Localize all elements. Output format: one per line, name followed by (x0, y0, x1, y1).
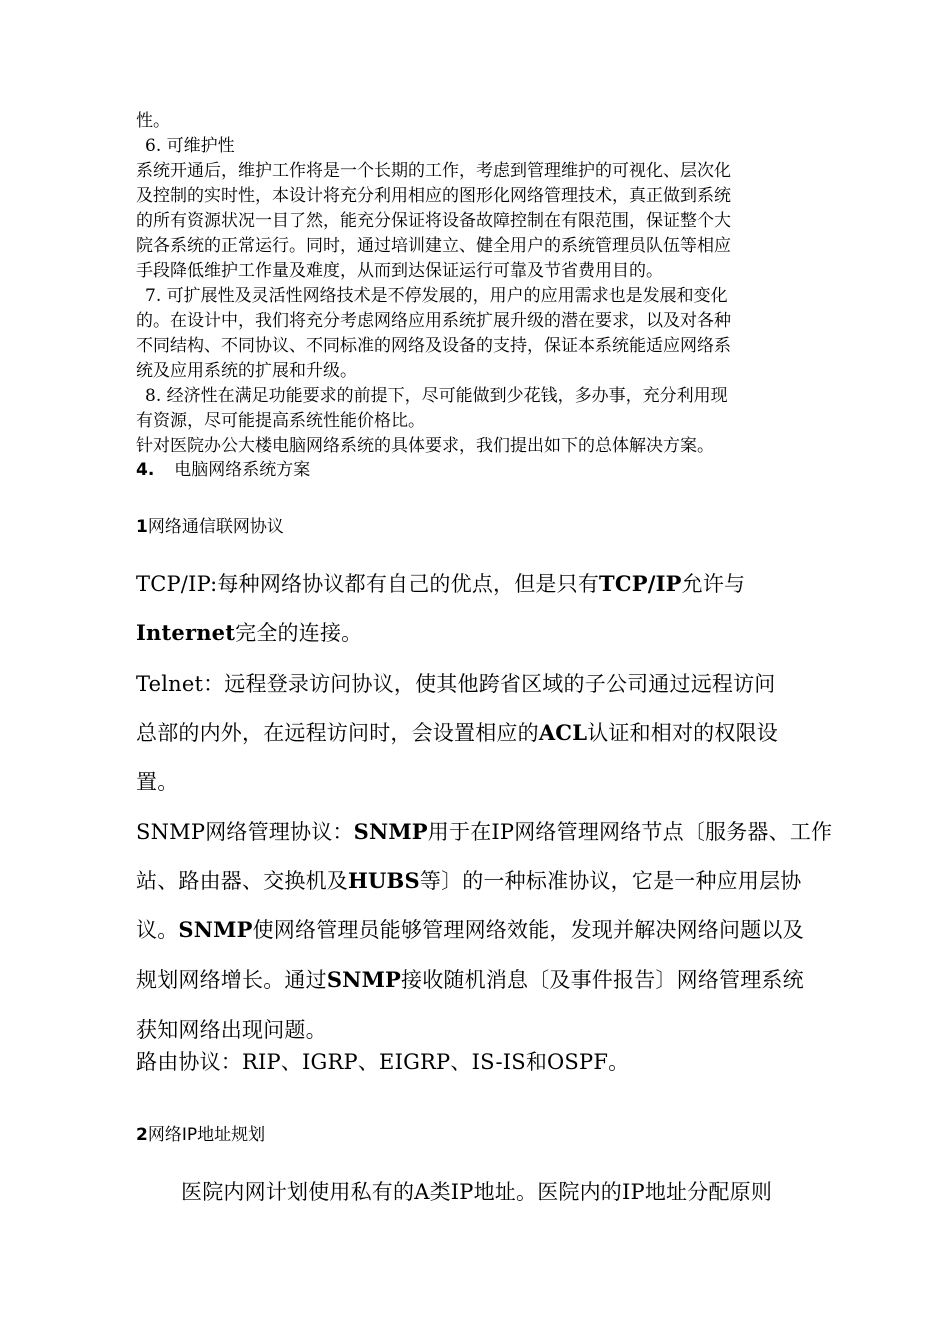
subsection-title: 网络通信联网协议 (147, 517, 284, 537)
section-title: 电脑网络系统方案 (174, 460, 311, 480)
paragraph-line: 医院内网计划使用私有的A类IP地址。医院内的IP地址分配原则 (181, 1180, 773, 1204)
paragraph-line (136, 967, 804, 993)
body-line: 院各系统的正常运行。同时，通过培训建立、健全用户的系统管理员队伍等相应 (136, 236, 731, 256)
text-run: 用于在IP网络管理网络节点〔服务器、工作 (427, 820, 833, 844)
subsection-number: 2 (136, 1125, 148, 1145)
keyword: SNMP (326, 967, 402, 992)
body-line: 手段降低维护工作量及难度，从而到达保证运行可靠及节省费用目的。 (136, 261, 663, 281)
keyword: TCP/IP (599, 571, 682, 596)
paragraph-line (136, 917, 804, 943)
keyword: Internet (136, 620, 236, 645)
section-heading (136, 460, 310, 480)
keyword: SNMP (178, 917, 253, 942)
text-run: 完全的连接。 (235, 621, 363, 645)
body-line: 系统开通后，维护工作将是一个长期的工作，考虑到管理维护的可视化、层次化 (136, 161, 731, 181)
paragraph-line: 置。 (136, 770, 179, 794)
body-line: 及控制的实时性，本设计将充分利用相应的图形化网络管理技术，真正做到系统 (136, 186, 731, 206)
keyword: SNMP (353, 819, 428, 844)
subsection-number: 1 (136, 517, 148, 537)
body-line: 的。在设计中，我们将充分考虑网络应用系统扩展升级的潜在要求，以及对各种 (136, 311, 731, 331)
paragraph-line (136, 571, 745, 597)
item-heading-maintainability: 6. 可维护性 (145, 136, 235, 156)
body-line: 的所有资源状况一目了然，能充分保证将设备故障控制在有限范围，保证整个大 (136, 211, 731, 231)
text-run: 规划网络增长。通过 (136, 968, 327, 992)
text-run: 认证和相对的权限设 (587, 721, 778, 745)
body-line: 有资源，尽可能提高系统性能价格比。 (136, 411, 425, 431)
text-run: 等〕的一种标准协议，它是一种应用层协 (419, 869, 802, 893)
paragraph-line (136, 620, 362, 646)
section-number: 4. (136, 460, 155, 480)
text-run: 接收随机消息〔及事件报告〕网络管理系统 (401, 968, 804, 992)
text-run: 允许与 (681, 572, 746, 596)
keyword: ACL (538, 720, 588, 745)
paragraph-line: 路由协议：RIP、IGRP、EIGRP、IS-IS和OSPF。 (136, 1050, 630, 1074)
text-run: 议。 (136, 918, 179, 942)
text-run: 使网络管理员能够管理网络效能，发现并解决网络问题以及 (252, 918, 804, 942)
paragraph-line (136, 868, 801, 894)
text-run: 总部的内外，在远程访问时，会设置相应的 (136, 721, 539, 745)
item-heading-scalability: 7. 可扩展性及灵活性网络技术是不停发展的，用户的应用需求也是发展和变化 (145, 286, 728, 306)
subsection-heading (136, 1124, 265, 1146)
paragraph-line (136, 720, 778, 746)
keyword: HUBS (348, 868, 420, 893)
body-line: 性。 (136, 111, 170, 131)
paragraph-line (136, 819, 832, 845)
body-line: 不同结构、不同协议、不同标准的网络及设备的支持，保证本系统能适应网络系 (136, 336, 731, 356)
subsection-heading (136, 516, 284, 538)
text-run: TCP/IP:每种网络协议都有自己的优点，但是只有 (136, 572, 600, 596)
subsection-title: 网络IP地址规划 (147, 1125, 266, 1145)
paragraph-line: Telnet：远程登录访问协议，使其他跨省区域的子公司通过远程访问 (136, 672, 776, 696)
body-line: 统及应用系统的扩展和升级。 (136, 361, 357, 381)
text-run: SNMP网络管理协议： (136, 820, 354, 844)
text-run: 站、路由器、交换机及 (136, 869, 348, 893)
item-heading-economy: 8. 经济性在满足功能要求的前提下，尽可能做到少花钱，多办事，充分利用现 (145, 386, 728, 406)
paragraph-line: 获知网络出现问题。 (136, 1018, 327, 1042)
body-line: 针对医院办公大楼电脑网络系统的具体要求，我们提出如下的总体解决方案。 (136, 436, 714, 456)
